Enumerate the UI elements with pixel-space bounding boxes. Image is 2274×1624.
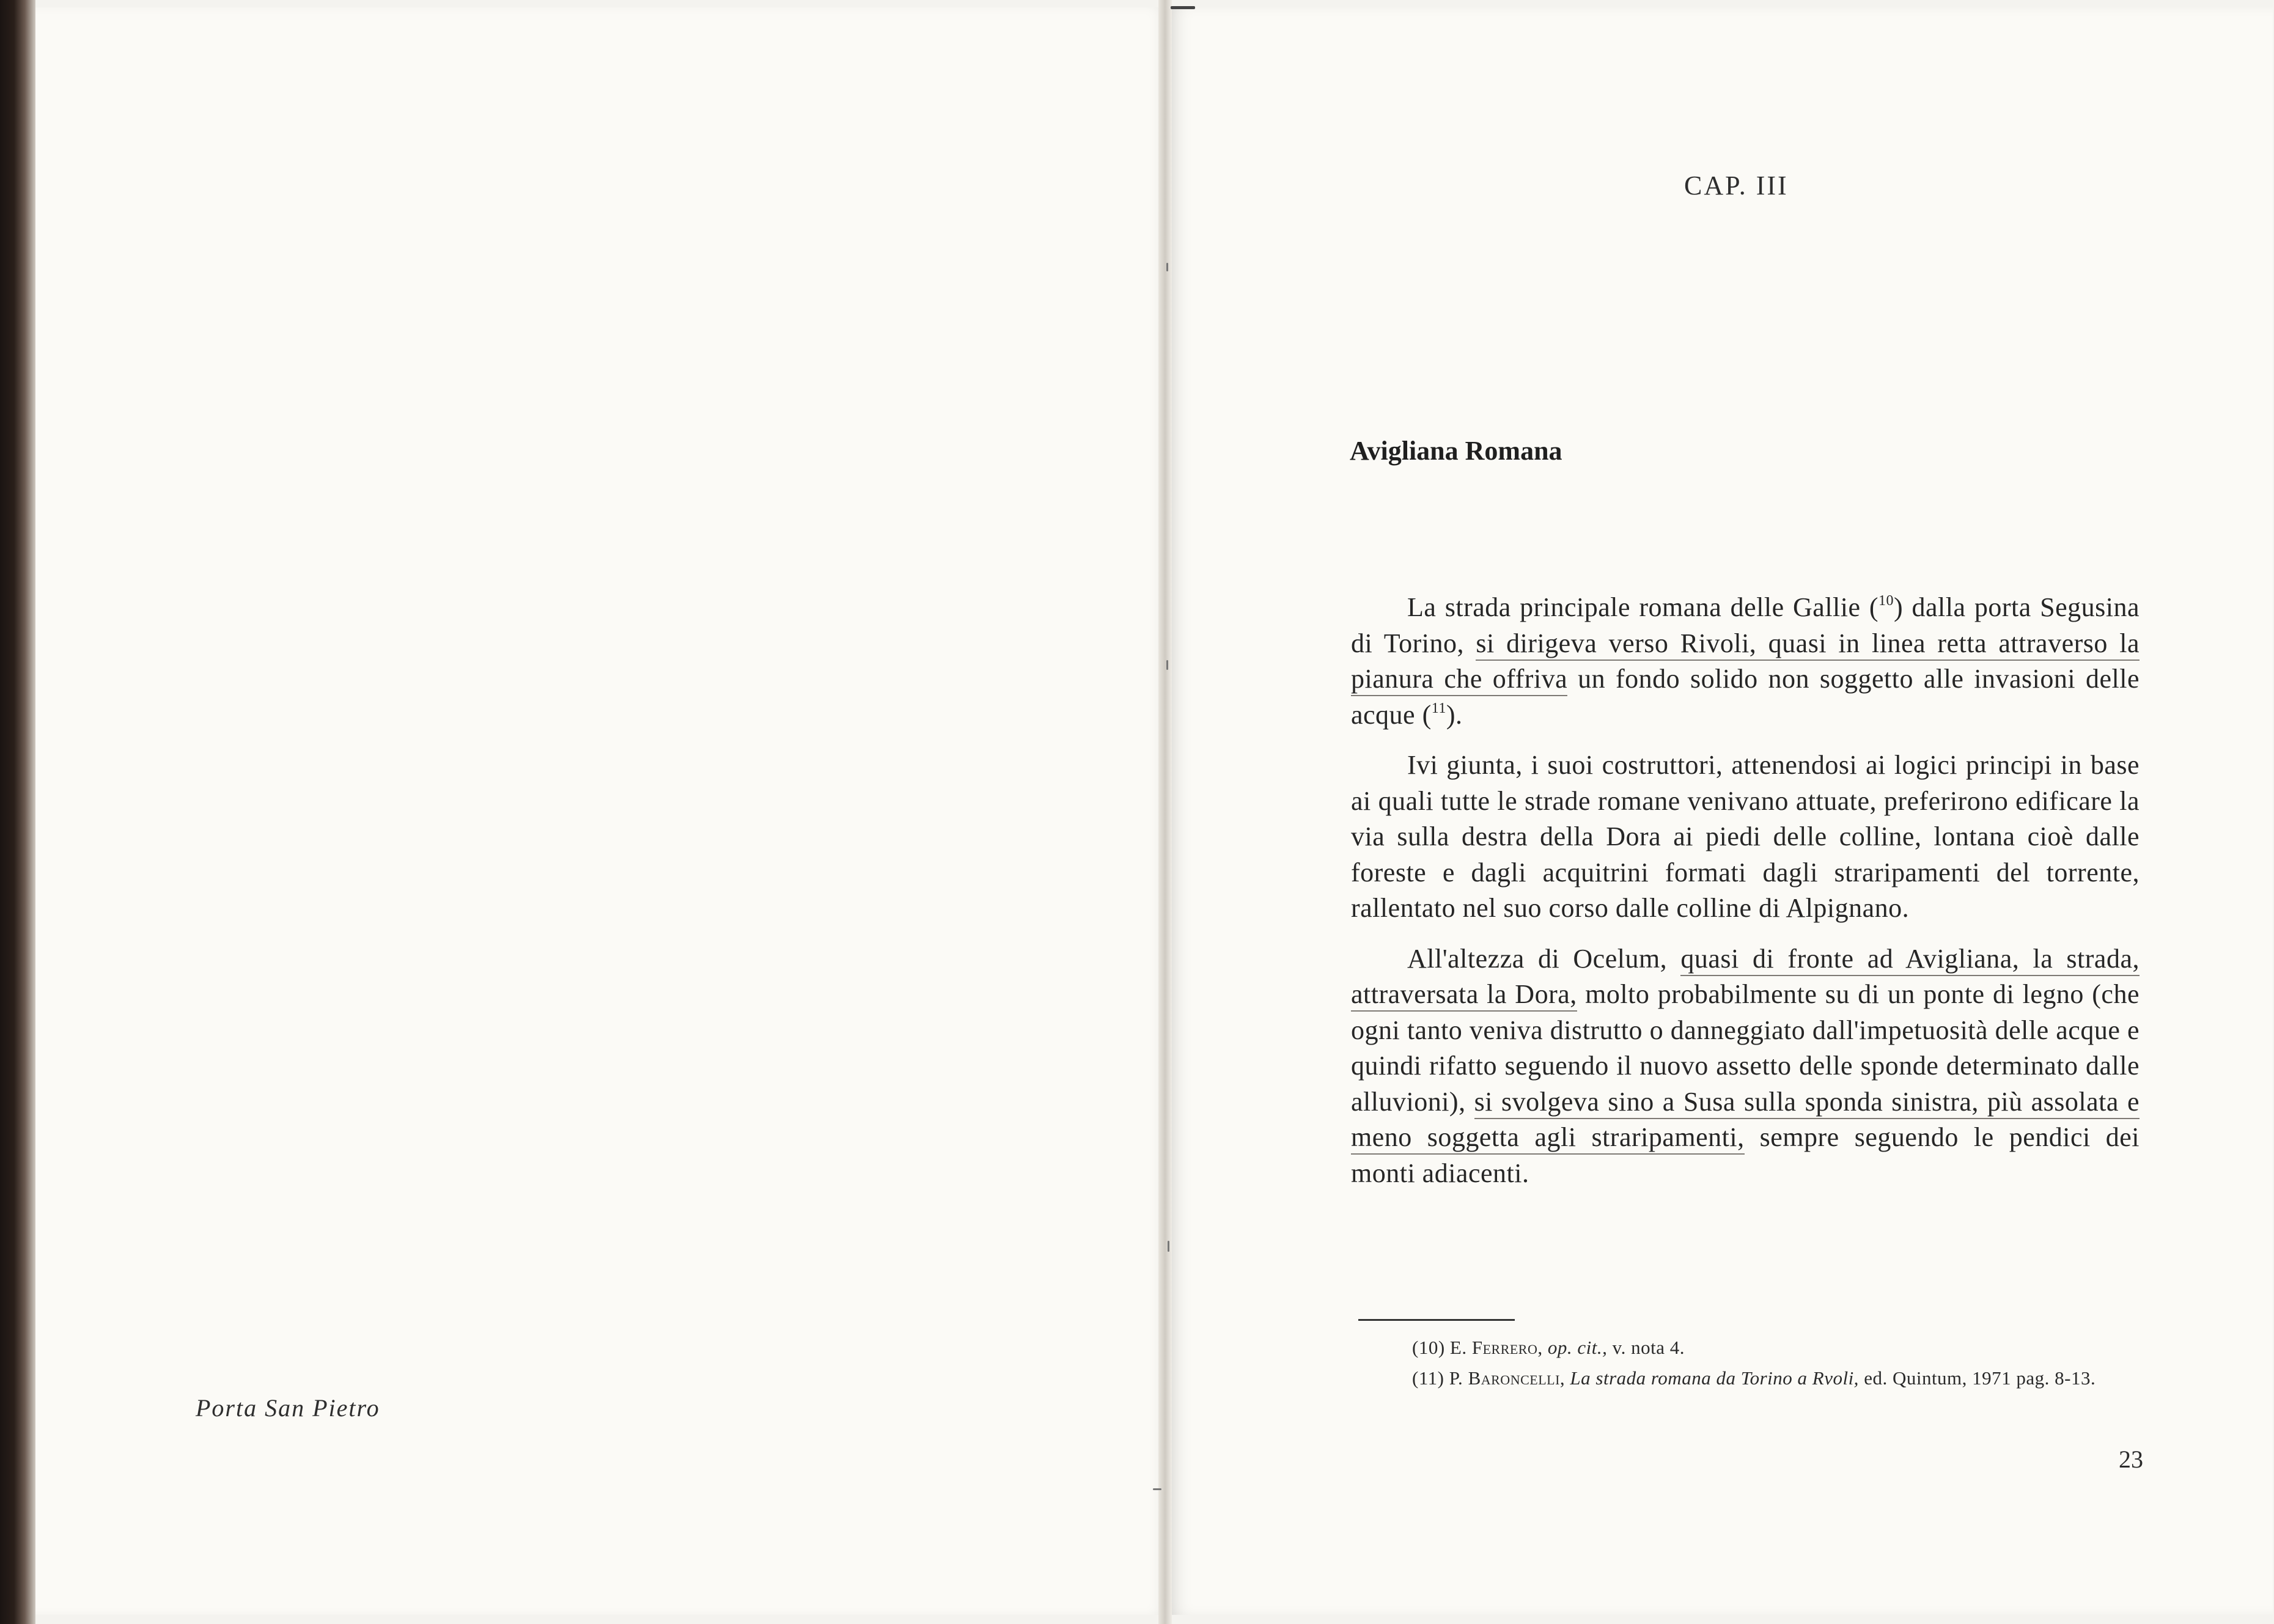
- scan-speck: [1166, 660, 1168, 670]
- footnote-separator: [1358, 1319, 1515, 1321]
- scan-speck: [1168, 1241, 1169, 1252]
- scan-speck: [1166, 263, 1168, 271]
- body-text: [1351, 590, 2140, 1191]
- footnote-11-rest: ed. Quintum, 1971 pag. 8-13.: [1864, 1367, 2096, 1389]
- photo-caption: Porta San Pietro: [196, 1394, 380, 1422]
- pencil-underline-3: si svolgeva sino a Susa sulla sponda sinistra, più assolata e meno soggetta agli straripamenti,: [1351, 1087, 2140, 1155]
- left-page: [35, 7, 1168, 1615]
- footnote-11-number: (11): [1412, 1367, 1444, 1389]
- footnote-11-initial: P.: [1449, 1367, 1463, 1389]
- footnote-10-title: op. cit.,: [1547, 1337, 1608, 1358]
- pencil-underline-1: si dirigeva verso Rivoli, quasi in linea retta attraverso la pianura che offriva: [1351, 628, 2140, 697]
- paragraph-1: [1351, 590, 2140, 733]
- footnote-11-title: La strada romana da Torino a Rvoli,: [1570, 1367, 1859, 1389]
- footnote-11: [1356, 1363, 2143, 1394]
- paragraph-2: Ivi giunta, i suoi costruttori, attenendosi ai logici principi in base ai quali tutte le strade romane venivano attuate, preferirono edificare la via sulla destra della Dora ai piedi delle colline, lontana cioè dalle foreste e dagli acquitrini formati dagli straripamenti del torrente, rallentato nel suo corso dalle colline di Alpignano.: [1351, 750, 2140, 923]
- paragraph-3: [1351, 941, 2140, 1192]
- paragraph-3-text-a: All'altezza di Ocelum,: [1407, 943, 1681, 974]
- footnote-10-number: (10): [1412, 1337, 1445, 1358]
- chapter-heading: CAP. III: [1684, 171, 1789, 200]
- scan-speck: [1171, 6, 1195, 9]
- book-gutter: [1158, 0, 1172, 1624]
- footnote-10-author: Ferrero,: [1471, 1337, 1543, 1358]
- paragraph-1-text-b: ) dalla porta Segusina di Torino,: [1351, 592, 2140, 658]
- footnotes: [1356, 1332, 2143, 1394]
- footnote-ref-10: 10: [1878, 593, 1894, 609]
- section-title: Avigliana Romana: [1350, 436, 1562, 466]
- paragraph-1-text-d: ).: [1446, 699, 1463, 730]
- footnote-ref-11: 11: [1431, 700, 1446, 716]
- footnote-10-initial: E.: [1449, 1337, 1467, 1358]
- pencil-underline-2: quasi di fronte ad Avigliana, la strada, attraversata la Dora,: [1351, 944, 2140, 1012]
- scan-speck: [1153, 1488, 1161, 1490]
- paragraph-1-text-c: un fondo solido non soggetto alle invasioni delle acque (: [1351, 664, 2140, 730]
- page-number: 23: [2119, 1446, 2143, 1473]
- paragraph-3-text-b: molto probabilmente su di un ponte di legno (che ogni tanto veniva distrutto o danneggiato dall'impetuosità delle acque e quindi rifatto seguendo il nuovo assetto delle sponde determinato dalle alluvioni),: [1351, 979, 2140, 1117]
- book-edge-shadow: [0, 0, 35, 1624]
- paragraph-1-text-a: La strada principale romana delle Gallie (: [1407, 592, 1879, 622]
- footnote-10-rest: v. nota 4.: [1612, 1337, 1685, 1358]
- paragraph-3-text-c: sempre seguendo le pendici dei monti adiacenti.: [1351, 1122, 2140, 1188]
- footnote-10: [1356, 1332, 2143, 1363]
- footnote-11-author: Baroncelli,: [1468, 1367, 1566, 1389]
